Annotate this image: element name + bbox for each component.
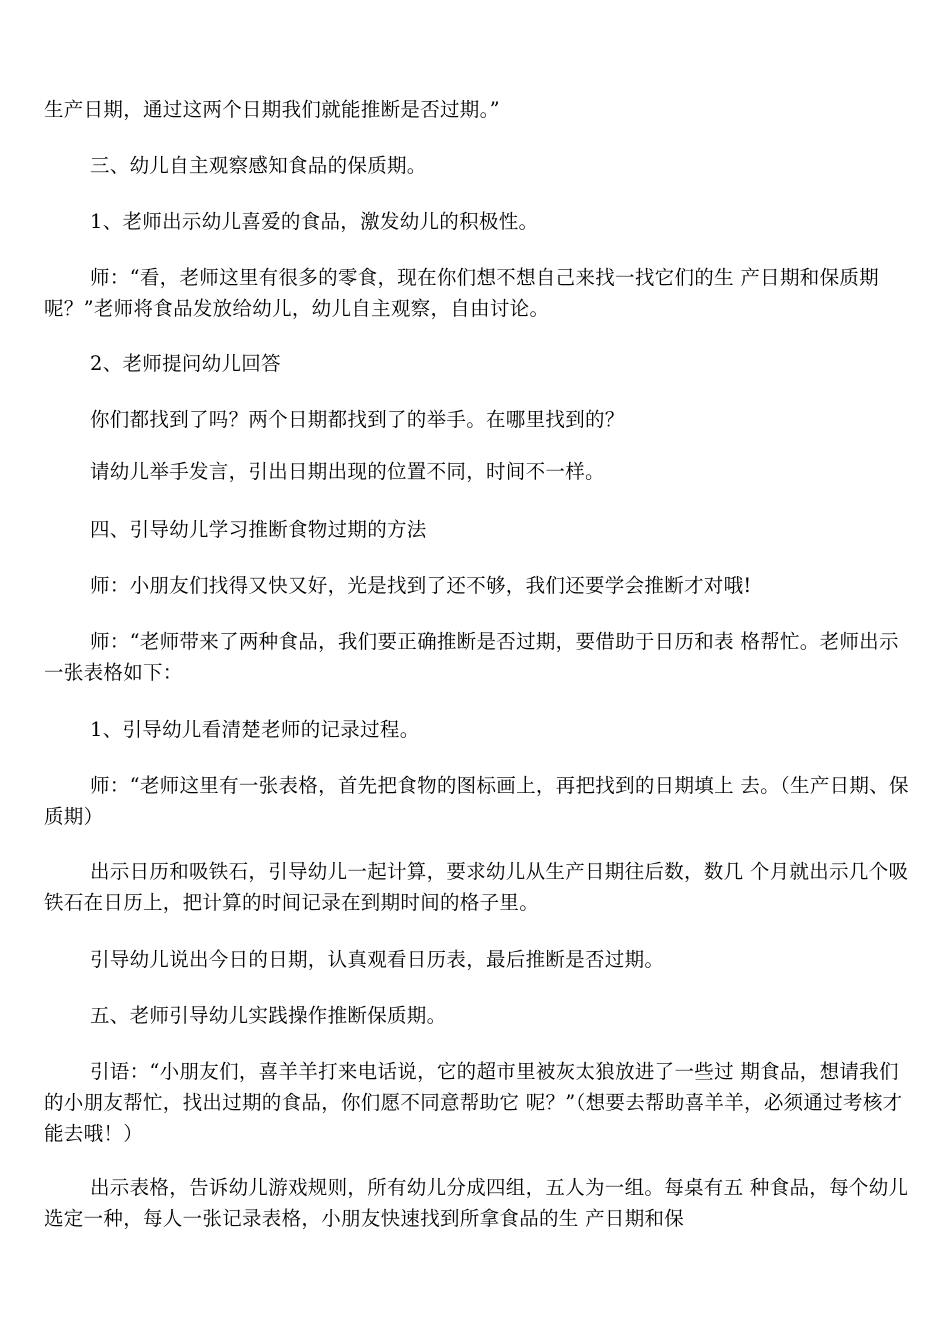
paragraph-instruction: 请幼儿举手发言，引出日期出现的位置不同，时间不一样。 <box>90 460 605 483</box>
paragraph-teacher-2: 师：小朋友们找得又快又好，光是找到了还不够，我们还要学会推断才对哦! <box>90 574 752 597</box>
list-item-2: 2、老师提问幼儿回答 <box>90 352 281 375</box>
paragraph-today: 引导幼儿说出今日的日期，认真观看日历表，最后推断是否过期。 <box>90 948 665 971</box>
paragraph-intro: 引语：“小朋友们，喜羊羊打来电话说，它的超市里被灰太狼放进了一些过 期食品，想请我们的小朋友帮忙，找出过期的食品，你们愿不同意帮助它 呢？”（想要去帮助喜羊羊，必须通过考核才能去哦！） <box>44 1060 903 1145</box>
section-heading-4: 四、引导幼儿学习推断食物过期的方法 <box>90 518 427 541</box>
section-heading-3: 三、幼儿自主观察感知食品的保质期。 <box>90 154 427 177</box>
paragraph-teacher-4: 师：“老师这里有一张表格，首先把食物的图标画上，再把找到的日期填上 去。（生产日期、保质期） <box>44 774 909 828</box>
paragraph-continuation: 生产日期，通过这两个日期我们就能推断是否过期。” <box>44 98 500 121</box>
list-item-1: 1、老师出示幼儿喜爱的食品，激发幼儿的积极性。 <box>90 210 539 233</box>
paragraph-teacher-1: 师：“看，老师这里有很多的零食，现在你们想不想自己来找一找它们的生 产日期和保质期呢？”老师将食品发放给幼儿，幼儿自主观察，自由讨论。 <box>44 266 879 320</box>
paragraph-calendar: 出示日历和吸铁石，引导幼儿一起计算，要求幼儿从生产日期往后数，数几 个月就出示几个吸铁石在日历上，把计算的时间记录在到期时间的格子里。 <box>44 860 909 914</box>
list-item-1b: 1、引导幼儿看清楚老师的记录过程。 <box>90 718 420 741</box>
paragraph-teacher-3: 师：“老师带来了两种食品，我们要正确推断是否过期，要借助于日历和表 格帮忙。老师出示一张表格如下： <box>44 630 899 684</box>
paragraph-rules: 出示表格，告诉幼儿游戏规则，所有幼儿分成四组，五人为一组。每桌有五 种食品，每个幼儿选定一种，每人一张记录表格，小朋友快速找到所拿食品的生 产日期和保 <box>44 1176 909 1230</box>
paragraph-question: 你们都找到了吗？两个日期都找到了的举手。在哪里找到的？ <box>90 408 625 431</box>
section-heading-5: 五、老师引导幼儿实践操作推断保质期。 <box>90 1004 447 1027</box>
